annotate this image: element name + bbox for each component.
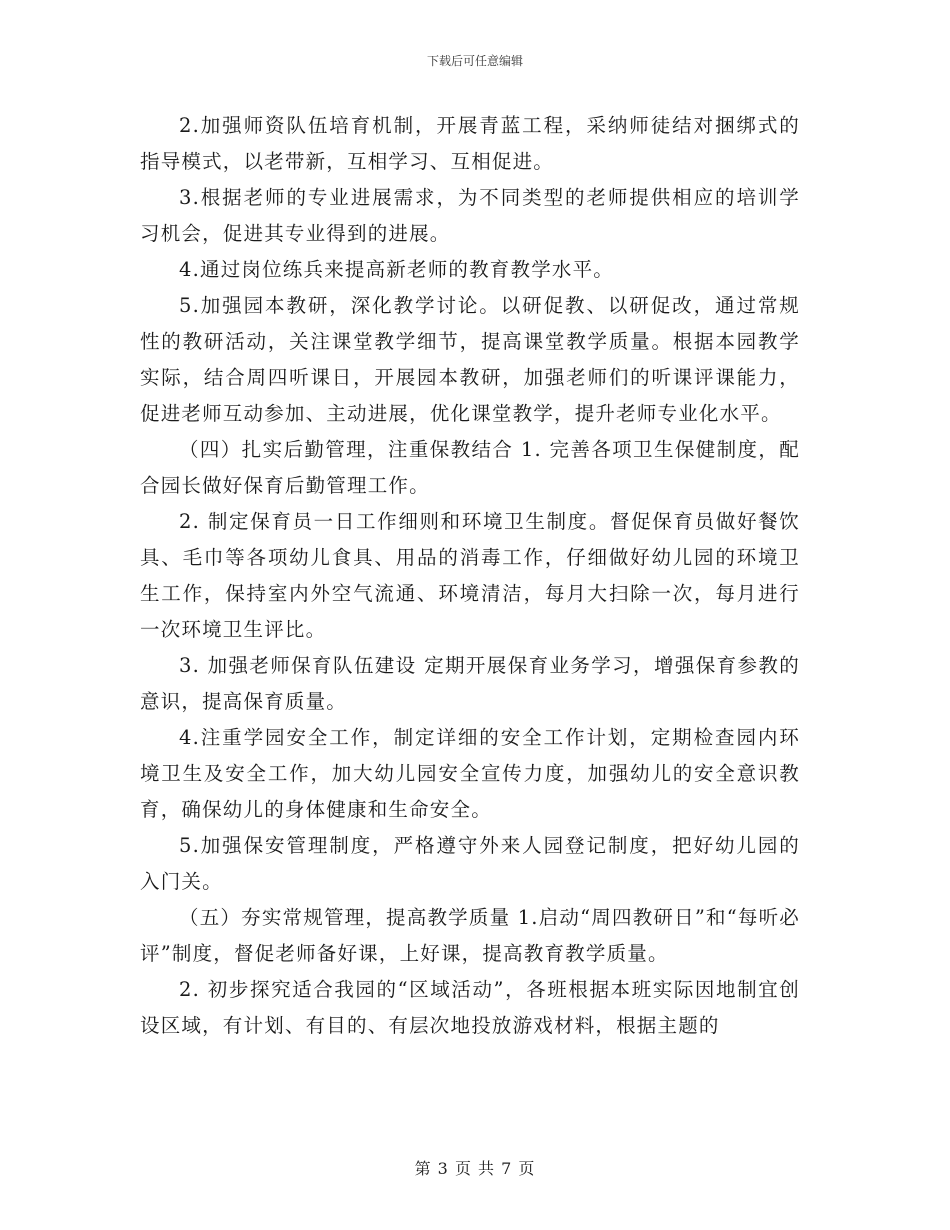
paragraph: 2.加强师资队伍培育机制，开展青蓝工程，采纳师徒结对捆绑式的指导模式，以老带新，互相学习、互相促进。 [140,114,800,173]
paragraph: 5.加强园本教研，深化教学讨论。以研促教、以研促改，通过常规性的教研活动，关注课堂教学细节，提高课堂教学质量。根据本园教学实际，结合周四听课日，开展园本教研，加强老师们的听课评课能力，促进老师互动参加、主动进展，优化课堂教学，提升老师专业化水平。 [140,294,800,425]
page-number: 第 3 页 共 7 页 [414,1159,536,1178]
paragraph: 5.加强保安管理制度，严格遵守外来人园登记制度，把好幼儿园的入门关。 [140,834,800,893]
page-header: 下载后可任意编辑 [426,54,523,68]
section-heading-paragraph: （五）夯实常规管理，提高教学质量 1.启动“周四教研日”和“每听必评”制度，督促老师备好课，上好课，提高教育教学质量。 [140,906,800,965]
section-heading-paragraph: （四）扎实后勤管理，注重保教结合 1. 完善各项卫生保健制度，配合园长做好保育后勤管理工作。 [140,438,800,497]
paragraph: 3.根据老师的专业进展需求，为不同类型的老师提供相应的培训学习机会，促进其专业得到的进展。 [140,186,800,245]
document-body [140,108,800,1044]
paragraph: 2. 制定保育员一日工作细则和环境卫生制度。督促保育员做好餐饮具、毛巾等各项幼儿食具、用品的消毒工作，仔细做好幼儿园的环境卫生工作，保持室内外空气流通、环境清洁，每月大扫除一次，每月进行一次环境卫生评比。 [140,510,800,641]
paragraph: 3. 加强老师保育队伍建设 定期开展保育业务学习，增强保育参教的意识，提高保育质量。 [140,654,800,713]
paragraph: 4.注重学园安全工作，制定详细的安全工作计划，定期检查园内环境卫生及安全工作，加大幼儿园安全宣传力度，加强幼儿的安全意识教育，确保幼儿的身体健康和生命安全。 [140,726,800,821]
paragraph: 2. 初步探究适合我园的“区域活动”，各班根据本班实际因地制宜创设区域，有计划、有目的、有层次地投放游戏材料，根据主题的 [140,978,800,1037]
paragraph: 4.通过岗位练兵来提高新老师的教育教学水平。 [179,258,615,281]
